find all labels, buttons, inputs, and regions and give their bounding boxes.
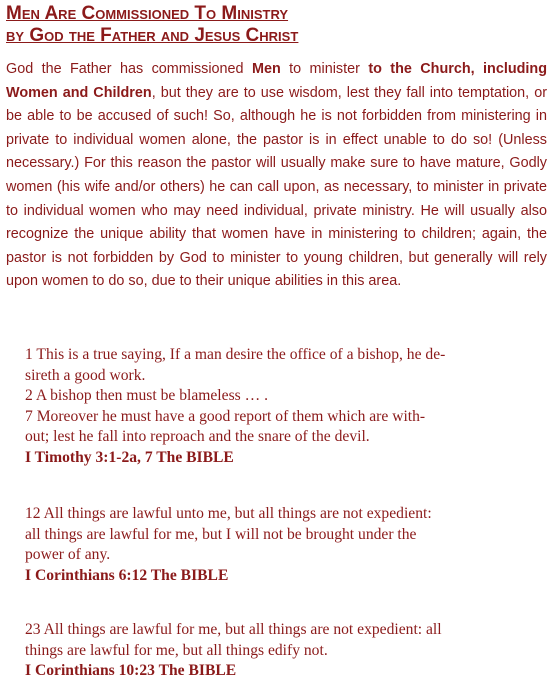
scripture-reference: I Corinthians 6:12 The BIBLE <box>25 566 229 584</box>
verse-line: 2 A bishop then must be blameless … . <box>25 387 268 405</box>
scripture-reference: I Timothy 3:1-2a, 7 The BIBLE <box>25 448 234 466</box>
paragraph-text-1: God the Father has commissioned <box>6 61 252 77</box>
verse-line: 23 All things are lawful for me, but all things are not expedient: all <box>25 621 442 638</box>
verse-line: 7 Moreover he must have a good report of them which are with- <box>25 407 426 425</box>
title-line-2 <box>6 25 546 47</box>
verse-line: 12 All things are lawful unto me, but all things are not expedient: <box>25 505 432 522</box>
verse-line: out; lest he fall into reproach and the snare of the devil. <box>25 428 370 446</box>
scripture-reference: I Corinthians 10:23 The BIBLE <box>25 662 237 680</box>
title-line-2-text: by God the Father and Jesus Christ <box>6 25 299 46</box>
title-line-1: Men Are Commissioned To Ministry <box>6 3 289 24</box>
verse-line: things are lawful for me, but all things edify not. <box>25 641 328 659</box>
verse-line: sireth a good work. <box>25 366 146 384</box>
scripture-quote-corinthians-6 <box>25 504 530 586</box>
verse-line: power of any. <box>25 546 111 564</box>
paragraph-emphasis-church: to the Church, including Women and Children <box>6 61 547 101</box>
page-title <box>6 3 546 47</box>
paragraph-emphasis-men: Men <box>251 61 281 77</box>
verse-line: 1 This is a true saying, If a man desire the office of a bishop, he de- <box>25 346 446 363</box>
body-paragraph <box>6 58 547 294</box>
verse-line: all things are lawful for me, but I will not be brought under the <box>25 525 417 543</box>
paragraph-text-3: , but they are to use wisdom, lest they fall into temptation, or be able to be accused of such! So, although he is not forbidden from ministering in private to individual women alone, the pastor is in effect unable to do so! (Unless necessary.) For this reason the pastor will usually make sure to have mature, Godly women (his wife and/or others) he can call upon, as necessary, to minister in private to individual women who may need individual, private ministry. He will usually also recognize the unique ability that women have in ministering to children; again, the pastor is not forbidden by God to minister to young children, but generally will rely upon women to do so, due to their unique abilities in this area. <box>6 84 547 290</box>
scripture-quote-timothy <box>25 345 530 469</box>
paragraph-text-2: to minister <box>280 61 369 77</box>
scripture-quote-corinthians-10 <box>25 620 530 682</box>
